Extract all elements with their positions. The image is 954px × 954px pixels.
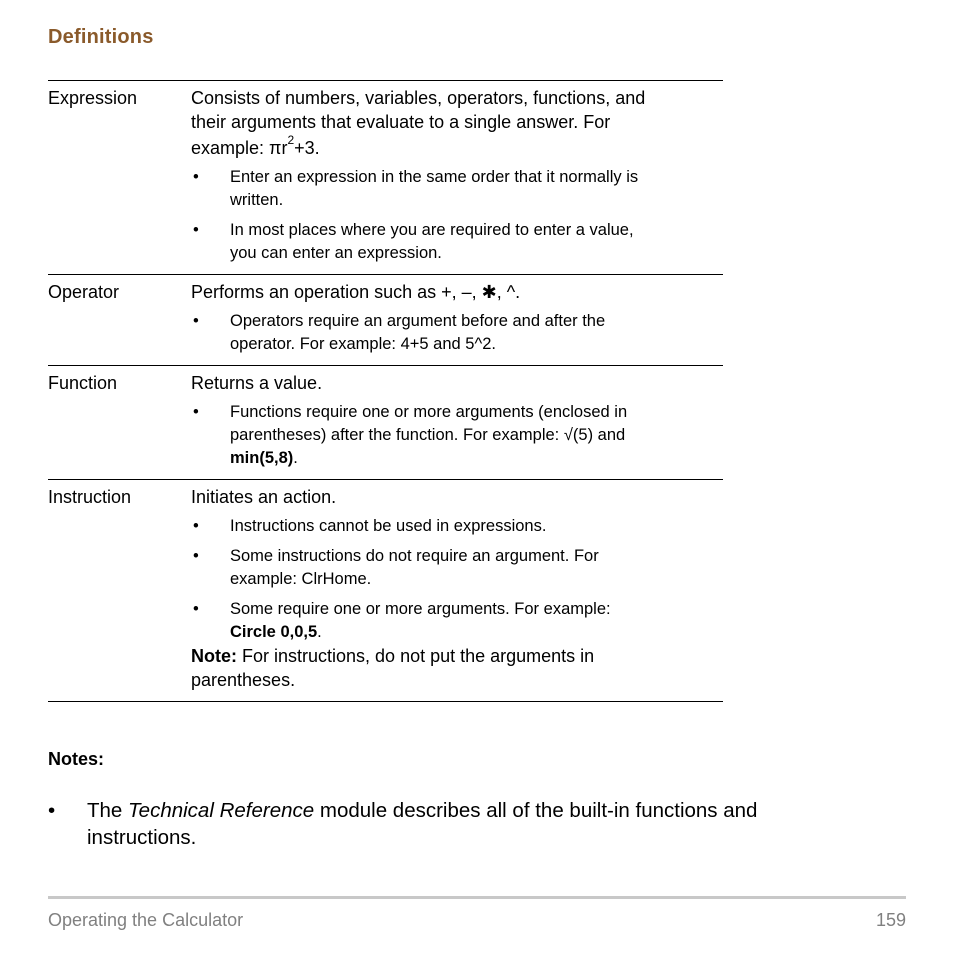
bullet-line: written.: [230, 191, 284, 209]
notes-italic-title: Technical Reference: [128, 799, 315, 822]
footer-chapter-title: Operating the Calculator: [48, 910, 244, 930]
bullet-list: [191, 166, 723, 265]
bullet-line: Operators require an argument before and after the: [230, 312, 606, 330]
term-expression: Expression: [48, 88, 138, 108]
note-text: parentheses.: [191, 670, 296, 690]
notes-label: Notes:: [48, 749, 105, 769]
description-line: Initiates an action.: [191, 487, 337, 507]
bullet-line: Instructions cannot be used in expressions.: [230, 517, 547, 535]
list-item: [191, 166, 723, 212]
list-item: [191, 515, 723, 538]
bullet-line: In most places where you are required to enter a value,: [230, 221, 634, 239]
bullet-line: Enter an expression in the same order that it normally is: [230, 168, 639, 186]
bullet-line: Some instructions do not require an argument. For: [230, 547, 599, 565]
bullet-end: .: [317, 623, 322, 641]
description-function: [191, 371, 723, 470]
bullet-icon: •: [193, 517, 199, 535]
notes-suffix: module describes all of the built-in functions and: [314, 799, 758, 822]
description-operator: [191, 280, 723, 356]
bullet-icon: •: [193, 312, 199, 330]
description-line: Consists of numbers, variables, operators, functions, and: [191, 88, 646, 108]
list-item: [191, 598, 723, 644]
bullet-line: example: ClrHome.: [230, 570, 372, 588]
bullet-icon: •: [193, 600, 199, 618]
description-instruction: [191, 485, 723, 692]
list-item: [191, 545, 723, 591]
definitions-table: [48, 80, 723, 702]
description-expression: [191, 86, 723, 265]
definition-row-operator: [48, 275, 723, 366]
term-operator: Operator: [48, 282, 120, 302]
example-prefix: example: πr: [191, 138, 288, 158]
bullet-line: parentheses) after the function. For example: √(5) and: [230, 426, 626, 444]
bullet-icon: •: [193, 547, 199, 565]
note: [191, 644, 723, 692]
footer-divider: [48, 896, 906, 899]
description-line: Returns a value.: [191, 373, 323, 393]
bullet-end: .: [293, 449, 298, 467]
notes-bullet: [48, 797, 848, 851]
term-instruction: Instruction: [48, 487, 132, 507]
bullet-line: you can enter an expression.: [230, 244, 442, 262]
definition-row-instruction: [48, 480, 723, 702]
bullet-icon: •: [193, 221, 199, 239]
description-line: Performs an operation such as +, –, ✱, ^.: [191, 282, 521, 302]
definition-row-function: [48, 366, 723, 480]
description-line: their arguments that evaluate to a single answer. For: [191, 112, 611, 132]
example-line: [191, 133, 723, 160]
definition-row-expression: [48, 81, 723, 275]
example-exponent: 2: [287, 133, 295, 147]
bullet-list: [191, 515, 723, 644]
page-number: 159: [875, 910, 906, 930]
bullet-icon: •: [193, 168, 199, 186]
notes-prefix: The: [87, 799, 129, 822]
list-item: [191, 219, 723, 265]
note-text: For instructions, do not put the arguments in: [237, 646, 595, 666]
example-suffix: +3.: [294, 138, 320, 158]
list-item: [191, 310, 723, 356]
note-label: Note:: [191, 646, 237, 666]
bullet-icon: •: [193, 403, 199, 421]
bullet-list: [191, 401, 723, 470]
bullet-list: [191, 310, 723, 356]
bullet-line: operator. For example: 4+5 and 5^2.: [230, 335, 496, 353]
bullet-bold-example: Circle 0,0,5: [230, 623, 318, 641]
section-heading: Definitions: [48, 26, 154, 48]
bullet-line: Some require one or more arguments. For example:: [230, 600, 611, 618]
bullet-line: Functions require one or more arguments (enclosed in: [230, 403, 628, 421]
bullet-bold-example: min(5,8): [230, 449, 294, 467]
list-item: [191, 401, 723, 470]
bullet-icon: •: [48, 799, 56, 822]
term-function: Function: [48, 373, 118, 393]
notes-line2: instructions.: [87, 826, 197, 849]
notes-bullet-text: [87, 797, 848, 851]
